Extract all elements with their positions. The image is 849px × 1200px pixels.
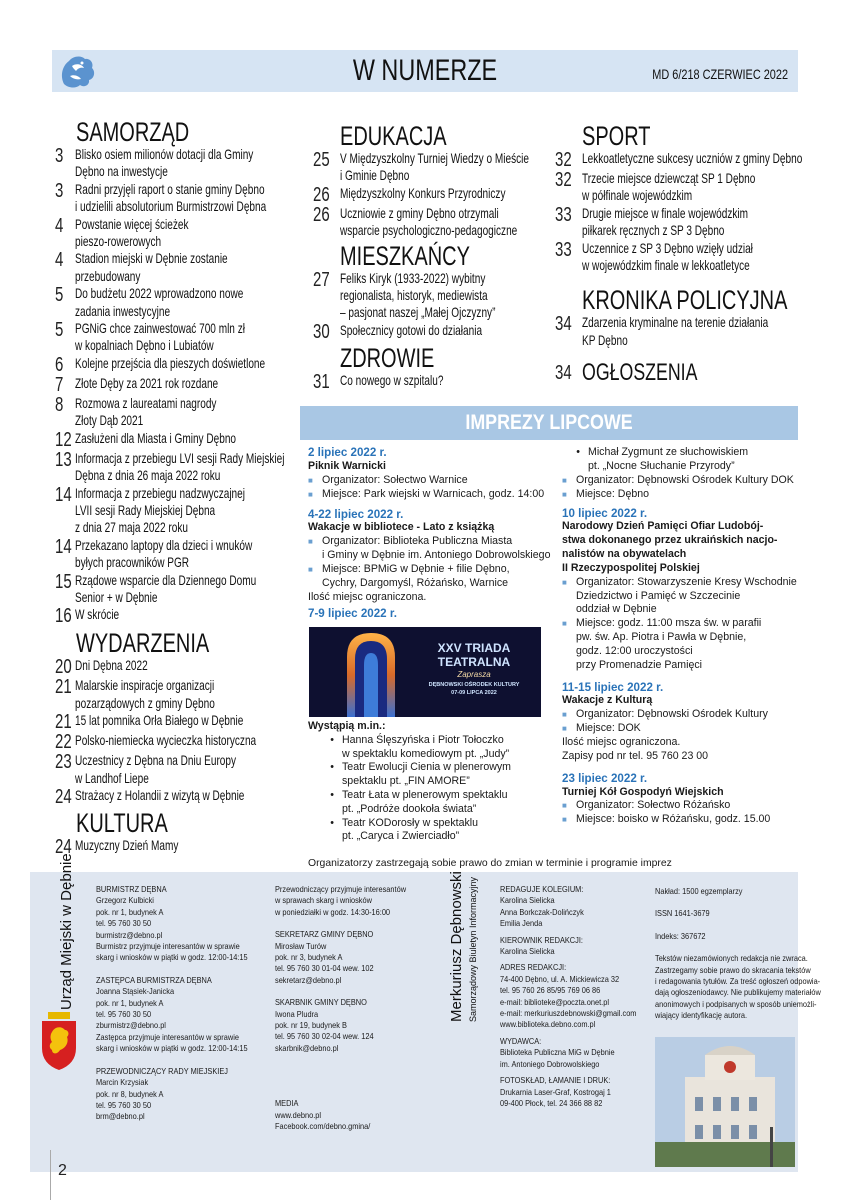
toc-entry: 31 Co nowego w szpitalu? xyxy=(313,370,444,393)
toc-entry: 3 Blisko osiem milionów dotacji dla Gminy Dębno na inwestycje xyxy=(55,145,254,180)
magazine-vertical-title: Merkuriusz Dębnowski xyxy=(448,871,465,1022)
section-title-kultura: KULTURA xyxy=(76,807,168,838)
page-title: W NUMERZE xyxy=(352,54,498,87)
events-disclaimer: Organizatorzy zastrzegają sobie prawo do zmian w terminie i programie imprez xyxy=(308,858,672,869)
issue-label: MD 6/218 CZERWIEC 2022 xyxy=(652,66,788,82)
toc-entry: 14 Przekazano laptopy dla dzieci i wnuków byłych pracowników PGR xyxy=(55,535,253,571)
event-name: Wakacje w bibliotece - Lato z książką xyxy=(308,521,495,534)
event-date: 2 lipiec 2022 r. xyxy=(308,446,387,459)
toc-entry: 8 Rozmowa z laureatami nagrody Złoty Dąb 2021 xyxy=(55,393,217,429)
toc-entry: 4 Stadion miejski w Dębnie zostanie przebudowany xyxy=(55,249,228,284)
toc-entry: 16 W skrócie xyxy=(55,605,120,628)
toc-entry: 24 Muzyczny Dzień Mamy xyxy=(55,835,179,858)
toc-entry: 20 Dni Dębna 2022 xyxy=(55,656,148,679)
event-date: 7-9 lipiec 2022 r. xyxy=(308,606,397,620)
event-date: 4-22 lipiec 2022 r. xyxy=(308,507,404,521)
toc-entry: 12 Zasłużeni dla Miasta i Gminy Dębno xyxy=(55,428,237,451)
footer-col-4: Nakład: 1500 egzemplarzy ISSN 1641-3679 Indeks: 367672 Tekstów niezamówionych redakcja nie zwraca. Zastrzegamy sobie prawo do skracania tekstów i redagowania tytułów. Za treść ogłoszeń odpowia- dają ogłoszeniodawcy. Nie publikujemy materiałów anonimowych i podpisanych w sposób uniemożli- wiający identyfikację autora. xyxy=(655,886,821,1021)
toc-entry: 5 Do budżetu 2022 wprowadzono nowe zadania inwestycyjne xyxy=(55,284,244,319)
event-name: Piknik Warnicki xyxy=(308,459,386,472)
section-title-sport: SPORT xyxy=(582,121,651,151)
section-title-zdrowie: ZDROWIE xyxy=(340,342,435,373)
section-title-mieszkancy: MIESZKAŃCY xyxy=(340,240,470,271)
toc-entry: 21 Malarskie inspiracje organizacji pozarządowych z gminy Dębno xyxy=(55,676,215,711)
toc-wydarzenia-list xyxy=(55,657,295,807)
section-title-samorzad: SAMORZĄD xyxy=(76,117,190,147)
toc-entry: 26 Uczniowie z gminy Dębno otrzymali wsparcie psychologiczno-pedagogiczne xyxy=(313,203,518,239)
event-date: 11-15 lipiec 2022 r. xyxy=(562,680,664,694)
footer-col-3: REDAGUJE KOLEGIUM: Karolina Sielicka Anna Borkczak-Dolińczyk Emilia Jenda KIEROWNIK REDAKCJI: Karolina Sielicka ADRES REDAKCJI: 74-400 Dębno, ul. A. Mickiewicza 32 tel. 95 760 26 85/95 769 06 86 e-mail: biblioteke@poczta.onet.pl e-mail: merkuriuszdebnowski@gmail.com www.biblioteka.debno.com.pl WYDAWCA: Biblioteka Publiczna MiG w Dębnie im. Antoniego Dobrowolskiego FOTOSKŁAD, ŁAMANIE I DRUK: Drukarnia Laser-Graf, Kostrogaj 1 09-400 Płock, tel. 24 366 88 82 xyxy=(500,884,637,1108)
toc-entry: 25 V Międzyszkolny Turniej Wiedzy o Mieście i Gminie Dębno xyxy=(313,149,529,184)
toc-entry: 27 Feliks Kiryk (1933-2022) wybitny regionalista, historyk, mediewista – pasjonat naszej „Małej Ojczyzny” xyxy=(313,268,496,321)
toc-entry: 14 Informacja z przebiegu nadzwyczajnej LVII sesji Rady Miejskiej Dębna z dnia 27 maja 2022 roku xyxy=(55,483,245,536)
toc-entry: 30 Społecznicy gotowi do działania xyxy=(313,320,483,343)
footer-col-1: BURMISTRZ DĘBNA Grzegorz Kulbicki pok. nr 1, budynek A tel. 95 760 30 50 burmistrz@debno.pl Burmistrz przyjmuje interesantów w sprawie skarg i wniosków w piątki w godz. 12:00-14:15 ZASTĘPCA BURMISTRZA DĘBNA Joanna Stąsiek-Janicka pok. nr 1, budynek A tel. 95 760 30 50 zburmistrz@debno.pl Zastępca przyjmuje interesantów w sprawie skarg i wniosków w piątki w godz. 12:00-14:15 PRZEWODNICZĄCY RADY MIEJSKIEJ Marcin Krzysiak pok. nr 8, budynek A tel. 95 760 30 50 brm@debno.pl xyxy=(96,884,248,1122)
toc-entry: 24 Strażacy z Holandii z wizytą w Dębnie xyxy=(55,785,245,808)
office-vertical-title: Urząd Miejski w Dębnie xyxy=(58,853,75,1010)
event-date: 10 lipiec 2022 r. xyxy=(562,506,648,520)
toc-entry: 5 PGNiG chce zainwestować 700 mln zł w kopalniach Dębno i Lubiatów xyxy=(55,319,245,354)
magazine-vertical-subtitle: Samorządowy Biuletyn Informacyjny xyxy=(468,876,478,1022)
event-name: Wakacje z Kulturą xyxy=(562,694,653,707)
toc-entry: 23 Uczestnicy z Dębna na Dniu Europy w Landhof Liepe xyxy=(55,751,237,786)
page-number: 2 xyxy=(58,1162,67,1179)
building-photo xyxy=(655,1037,795,1167)
toc-column-2 xyxy=(313,122,563,392)
toc-entry: 22 Polsko-niemiecka wycieczka historyczna xyxy=(55,731,257,754)
section-title-wydarzenia: WYDARZENIA xyxy=(76,628,210,659)
header-bar xyxy=(52,50,798,92)
toc-entry: 34 Zdarzenia kryminalne na terenie działania KP Dębno xyxy=(555,313,769,348)
toc-entry: 13 Informacja z przebiegu LVI sesji Rady Miejskiej Dębna z dnia 26 maja 2022 roku xyxy=(55,448,285,484)
events-performers: Wystąpią m.in.: • Hanna Ślęszyńska i Piotr Tołoczko w spektaklu komediowym pt. „Judy” • Teatr Ewolucji Cienia w plenerowym spektaklu pt. „FIN AMORE” • Teatr Łata w plenerowym spektaklu pt. „Podróże dookoła świata” • Teatr KODorosły w spektaklu pt. „Caryca i Zwierciadło” xyxy=(308,720,558,844)
toc-entry: 4 Powstanie więcej ścieżek pieszo-rowerowych xyxy=(55,214,189,250)
toc-entry: 7 Złote Dęby za 2021 rok rozdane xyxy=(55,373,219,396)
event-name: Narodowy Dzień Pamięci Ofiar Ludobój- xyxy=(562,520,764,533)
toc-entry: 33 Drugie miejsce w finale wojewódzkim piłkarek ręcznych z SP 3 Dębno xyxy=(555,203,749,239)
footer-col-2: Przewodniczący przyjmuje interesantów w sprawach skarg i wniosków w poniedziałki w godz. 14:30-16:00 SEKRETARZ GMINY DĘBNO Mirosław Turów pok. nr 3, budynek A tel. 95 760 30 01-04 wew. 102 sekretarz@debno.pl SKARBNIK GMINY DĘBNO Iwona Pludra pok. nr 19, budynek B tel. 95 760 30 02-04 wew. 124 skarbnik@debno.pl MEDIA www.debno.pl Facebook.com/debno.gmina/ xyxy=(275,884,407,1132)
lion-logo-icon xyxy=(52,50,102,92)
events-column-right: • Michał Zygmunt ze słuchowiskiem pt. „Nocne Słuchanie Przyrody” ■ Organizator: Dębnowski Ośrodek Kultury DOK ■ Miejsce: Dębno 10 lipiec 2022 r. Narodowy Dzień Pamięci Ofiar Ludobój- stwa dokonanego przez ukraińskich nacjo- nalistów na obywatelach II Rzeczypospolitej Polskiej ■ Organizator: Stowarzyszenie Kresy Wschodnie Dziedzictwo i Pamięć w Szczecinie oddział w Dębnie ■ Miejsce: godz. 11:00 msza św. w parafii pw. św. Ap. Piotra i Pawła w Dębnie, godz. 12:00 uroczystości przy Promenadzie Pamięci 11-15 lipiec 2022 r. Wakacje z Kulturą ■ Organizator: Dębnowski Ośrodek Kultury ■ Miejsce: DOK Ilość miejsc ograniczona. Zapisy pod nr tel. 95 760 23 00 23 lipiec 2022 r. Turniej Kół Gospodyń Wiejskich ■ Organizator: Sołectwo Różańsko ■ Miejsce: boisko w Różańsku, godz. 15.00 xyxy=(562,446,798,827)
toc-entry: 26 Międzyszkolny Konkurs Przyrodniczy xyxy=(313,183,506,206)
toc-entry: 3 Radni przyjęli raport o stanie gminy Dębno i udzielili absolutorium Burmistrzowi Dębna xyxy=(55,179,267,215)
toc-entry: 33 Uczennice z SP 3 Dębno wzięły udział w wojewódzkim finale w lekkoatletyce xyxy=(555,238,753,274)
events-header: IMPREZY LIPCOWE xyxy=(300,406,798,440)
toc-samorzad-list xyxy=(55,146,295,626)
toc-entry: 32 Trzecie miejsce dziewcząt SP 1 Dębno w półfinale wojewódzkim xyxy=(555,169,756,204)
toc-entry: 15 Rządowe wsparcie dla Dziennego Domu Senior + w Dębnie xyxy=(55,570,257,605)
events-column-left: 2 lipiec 2022 r. Piknik Warnicki ■ Organizator: Sołectwo Warnice ■ Miejsce: Park wiejski w Warnicach, godz. 14:00 4-22 lipiec 2022 r. Wakacje w bibliotece - Lato z książką ■ Organizator: Biblioteka Publiczna Miasta i Gminy w Dębnie im. Antoniego Dobrowolskiego ■ Miejsce: BPMiG w Dębnie + filie Dębno, Cychry, Dargomyśl, Różańsko, Warnice Ilość miejsc ograniczona. 7-9 lipiec 2022 r. xyxy=(308,446,558,620)
coat-of-arms-icon xyxy=(38,1012,80,1077)
page-rule xyxy=(50,1150,51,1200)
toc-column-3 xyxy=(555,121,803,387)
toc-entry-ogloszenia: 34 OGŁOSZENIA xyxy=(555,359,698,387)
event-name: Turniej Kół Gospodyń Wiejskich xyxy=(562,785,724,798)
toc-entry: 6 Kolejne przejścia dla pieszych doświetlone xyxy=(55,353,266,376)
toc-entry: 21 15 lat pomnika Orła Białego w Dębnie xyxy=(55,711,244,734)
triada-poster: XXV TRIADA TEATRALNA Zaprasza DĘBNOWSKI OŚRODEK KULTURY 07-09 LIPCA 2022 xyxy=(309,627,541,717)
event-date: 23 lipiec 2022 r. xyxy=(562,771,648,785)
section-title-kronika: KRONIKA POLICYJNA xyxy=(582,285,788,316)
section-title-edukacja: EDUKACJA xyxy=(340,121,447,151)
toc-column-1 xyxy=(55,118,295,857)
toc-entry: 32 Lekkoatletyczne sukcesy uczniów z gminy Dębno xyxy=(555,149,803,171)
